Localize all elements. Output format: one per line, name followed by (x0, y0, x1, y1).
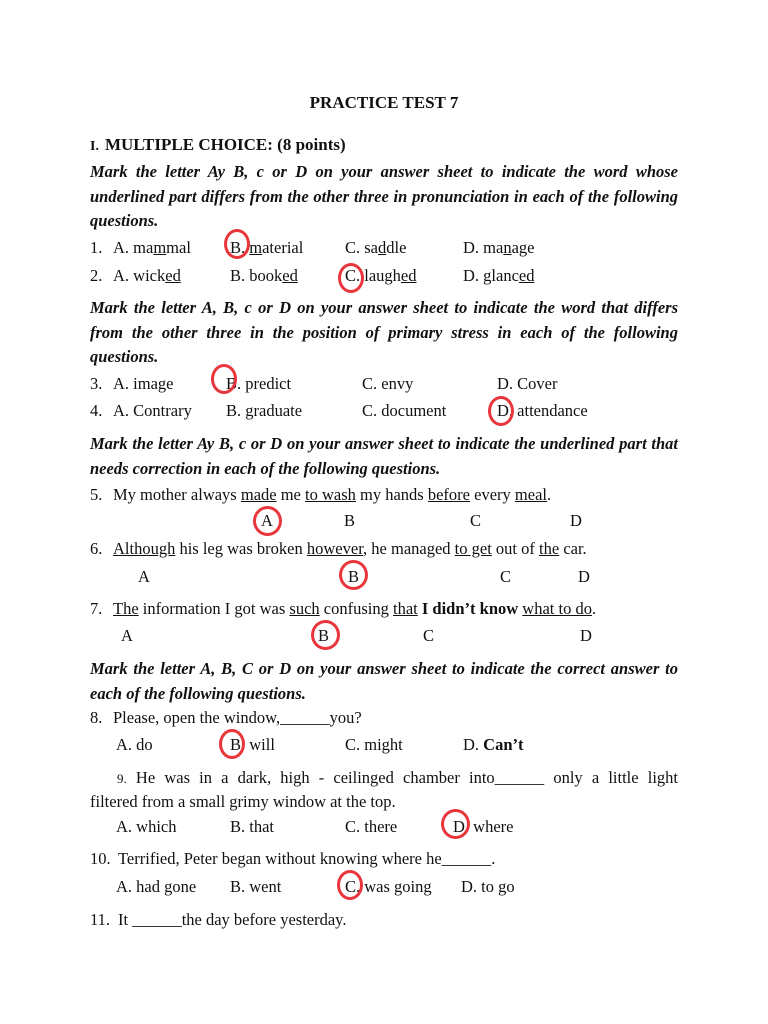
option-a: A. which (116, 817, 177, 836)
instruction-correction: Mark the letter Ay B, c or D on your answer sheet to indicate the underlined part that needs correction in each of the following questions. (90, 434, 678, 478)
part-label-c: C (423, 626, 435, 645)
option-b: B. graduate (226, 401, 303, 420)
option-c: C. envy (362, 374, 414, 393)
question-number: 7. (90, 599, 103, 618)
part-label-a: A (138, 567, 150, 586)
question-number: 4. (90, 401, 103, 420)
option-d: D. Can’t (463, 735, 524, 754)
option-d: D. manage (463, 238, 535, 257)
answer-mark-q2 (338, 263, 364, 293)
answer-mark-q7 (311, 620, 340, 650)
option-b: B. will (230, 735, 275, 754)
answer-mark-q3 (211, 364, 237, 394)
section-label: MULTIPLE CHOICE: (8 points) (104, 135, 346, 154)
option-b: B. that (230, 817, 274, 836)
part-label-c: C (500, 567, 512, 586)
answer-mark-q6 (339, 560, 368, 590)
part-label-a: A (121, 626, 133, 645)
part-label-d: D (570, 511, 582, 530)
answer-mark-q5 (253, 506, 282, 536)
option-d: D. glanced (463, 266, 535, 285)
option-c: C. saddle (345, 238, 407, 257)
section-number: I. (90, 139, 99, 154)
option-a: A. wicked (113, 266, 181, 285)
part-label-b: B (348, 567, 360, 586)
question-number: 11. (90, 910, 111, 929)
instruction-correct-answer: Mark the letter A, B, C or D on your answer sheet to indicate the correct answer to each of the following questions. (90, 659, 678, 703)
option-a: A. mammal (113, 238, 191, 257)
question-number: 1. (90, 238, 103, 257)
option-a: A. Contrary (113, 401, 192, 420)
option-d: D. Cover (497, 374, 558, 393)
answer-mark-q9 (441, 809, 470, 839)
question-number: 10. (90, 849, 111, 868)
option-c: C. might (345, 735, 403, 754)
question-number: 8. (90, 708, 103, 727)
option-b: B. went (230, 877, 282, 896)
question-text: The information I got was such confusing that I didn’t know what to do. (113, 599, 597, 618)
question-text: Although his leg was broken however, he managed to get out of the car. (113, 539, 587, 558)
option-b: B. predict (226, 374, 292, 393)
question-text: 9. He was in a dark, high - ceilinged chamber into______ only a little light (117, 768, 678, 787)
option-c: C. document (362, 401, 447, 420)
option-b: B. material (230, 238, 304, 257)
option-c: C. there (345, 817, 398, 836)
question-number: 2. (90, 266, 103, 285)
question-text: Terrified, Peter began without knowing where he______. (118, 849, 496, 868)
section-heading (90, 135, 346, 157)
instruction-pronunciation: Mark the letter Ay B, c or D on your answer sheet to indicate the word whose underlined part differs from the other three in pronunciation in each of the following questions. (90, 162, 678, 230)
question-text: My mother always made me to wash my hands before every meal. (113, 485, 552, 504)
option-d: D. where (453, 817, 514, 836)
answer-mark-q10 (337, 870, 363, 900)
question-number: 9. (117, 771, 127, 786)
option-c: C. was going (345, 877, 432, 896)
option-b: B. booked (230, 266, 298, 285)
option-d: D. to go (461, 877, 515, 896)
part-label-b: B (318, 626, 330, 645)
question-text: Please, open the window,______you? (113, 708, 362, 727)
option-a: A. do (116, 735, 153, 754)
answer-mark-q4 (488, 396, 514, 426)
part-label-d: D (578, 567, 590, 586)
question-text: It ______the day before yesterday. (118, 910, 347, 929)
question-number: 3. (90, 374, 103, 393)
part-label-d: D (580, 626, 592, 645)
part-label-a: A (261, 511, 273, 530)
option-d: D. attendance (497, 401, 588, 420)
answer-mark-q1 (224, 229, 250, 259)
answer-mark-q8 (219, 729, 245, 759)
question-text-continued: filtered from a small grimy window at the top. (90, 792, 396, 811)
instruction-stress: Mark the letter A, B, c or D on your answer sheet to indicate the word that differs from the other three in the position of primary stress in each of the following questions. (90, 298, 678, 366)
question-number: 5. (90, 485, 103, 504)
option-a: A. had gone (116, 877, 197, 896)
option-a: A. image (113, 374, 174, 393)
question-number: 6. (90, 539, 103, 558)
part-label-c: C (470, 511, 482, 530)
option-c: C. laughed (345, 266, 417, 285)
part-label-b: B (344, 511, 356, 530)
page-title: PRACTICE TEST 7 (309, 93, 459, 112)
